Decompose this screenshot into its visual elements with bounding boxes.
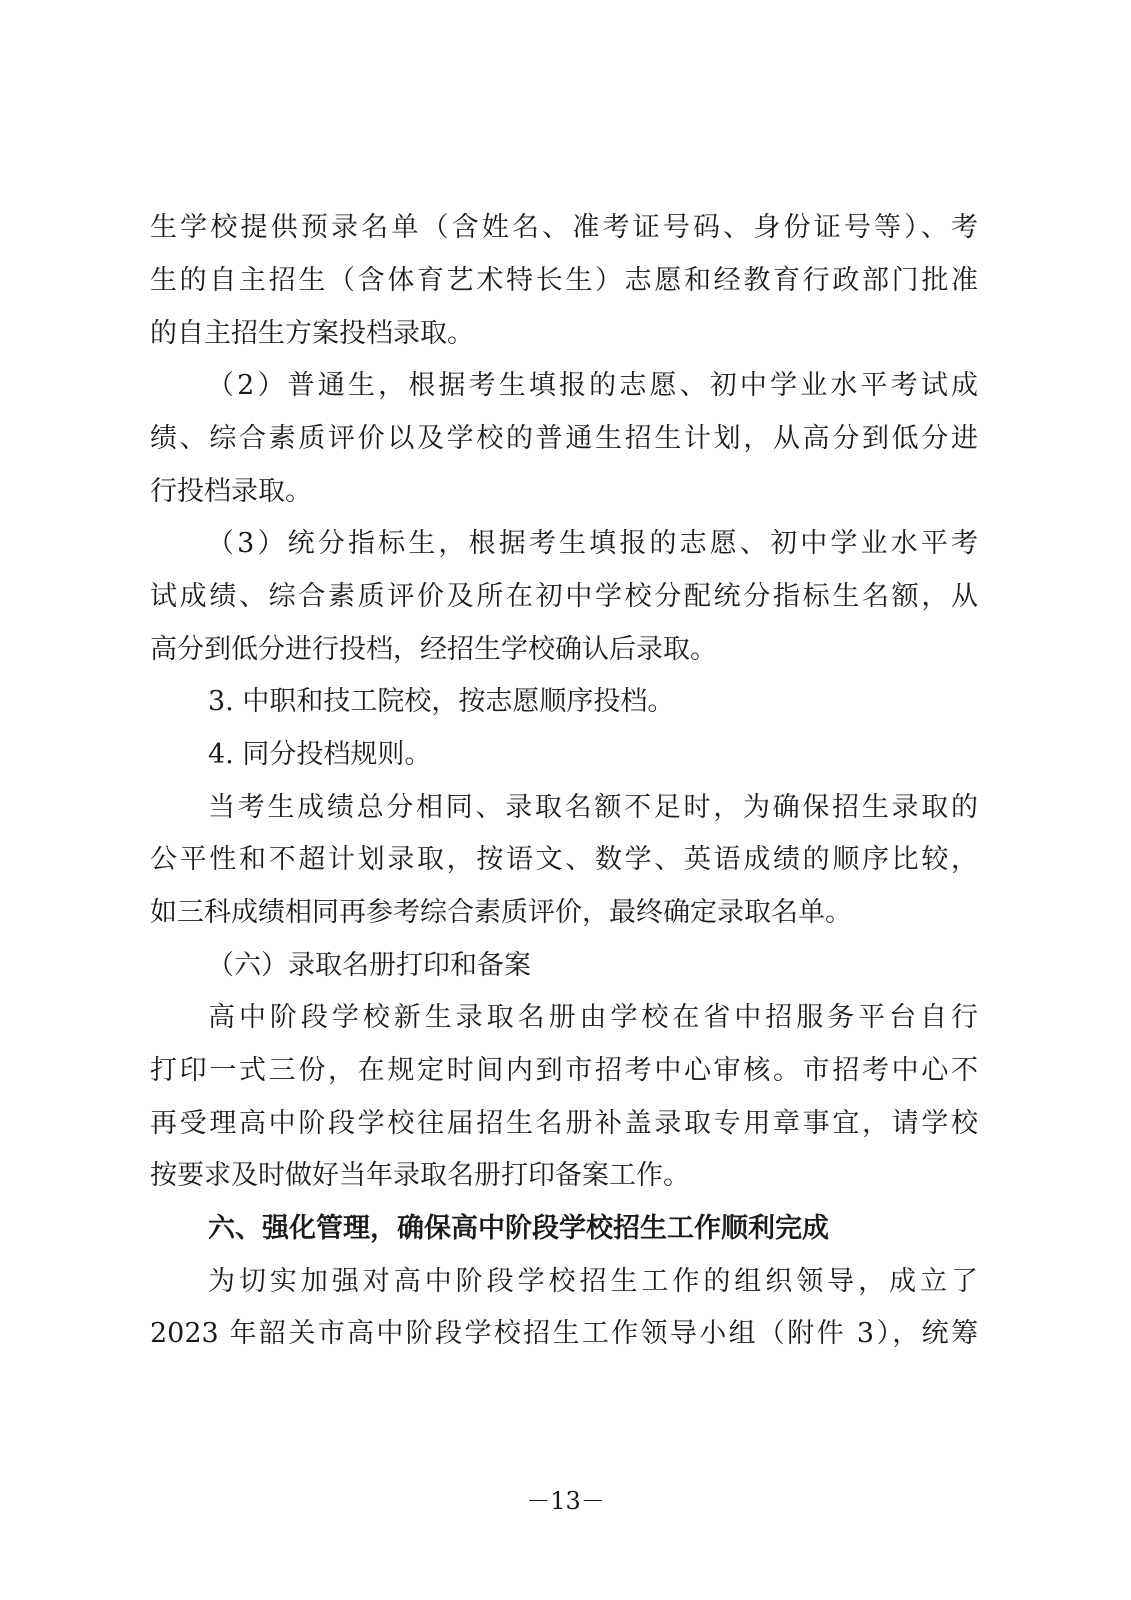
body-text-line: 公平性和不超计划录取，按语文、数学、英语成绩的顺序比较， [150,844,978,875]
body-text-line: 绩、综合素质评价以及学校的普通生招生计划，从高分到低分进 [150,423,978,454]
body-text-line: 再受理高中阶段学校往届招生名册补盖录取专用章事宜，请学校 [150,1108,978,1139]
body-text-line: （2）普通生，根据考生填报的志愿、初中学业水平考试成 [207,370,978,401]
body-text-line: 如三科成绩相同再参考综合素质评价，最终确定录取名单。 [150,897,852,928]
body-text-line: 高中阶段学校新生录取名册由学校在省中招服务平台自行 [208,1002,978,1033]
body-text-line: 生的自主招生（含体育艺术特长生）志愿和经教育行政部门批准 [150,265,978,296]
body-text-line: 按要求及时做好当年录取名册打印备案工作。 [150,1160,690,1191]
body-text-line: 为切实加强对高中阶段学校招生工作的组织领导，成立了 [208,1266,978,1297]
body-text-line: 2023 年韶关市高中阶段学校招生工作领导小组（附件 3），统筹 [150,1318,978,1349]
body-text-line: 试成绩、综合素质评价及所在初中学校分配统分指标生名额，从 [150,581,978,612]
body-text-line: 生学校提供预录名单（含姓名、准考证号码、身份证号等）、考 [150,212,978,243]
page-number: －13－ [526,1487,605,1515]
body-text-line: 3. 中职和技工院校，按志愿顺序投档。 [208,686,675,717]
body-text-line: 4. 同分投档规则。 [208,739,432,770]
body-text-line: 行投档录取。 [150,476,312,507]
section-heading: 六、强化管理，确保高中阶段学校招生工作顺利完成 [208,1213,829,1244]
body-text-line: 高分到低分进行投档，经招生学校确认后录取。 [150,634,717,665]
body-text-line: （3）统分指标生，根据考生填报的志愿、初中学业水平考 [207,528,978,559]
body-text-line: 的自主招生方案投档录取。 [150,318,474,349]
body-text-line: 打印一式三份，在规定时间内到市招考中心审核。市招考中心不 [150,1055,978,1086]
body-text-line: 当考生成绩总分相同、录取名额不足时，为确保招生录取的 [208,792,978,823]
section-subheading: （六）录取名册打印和备案 [207,950,531,981]
